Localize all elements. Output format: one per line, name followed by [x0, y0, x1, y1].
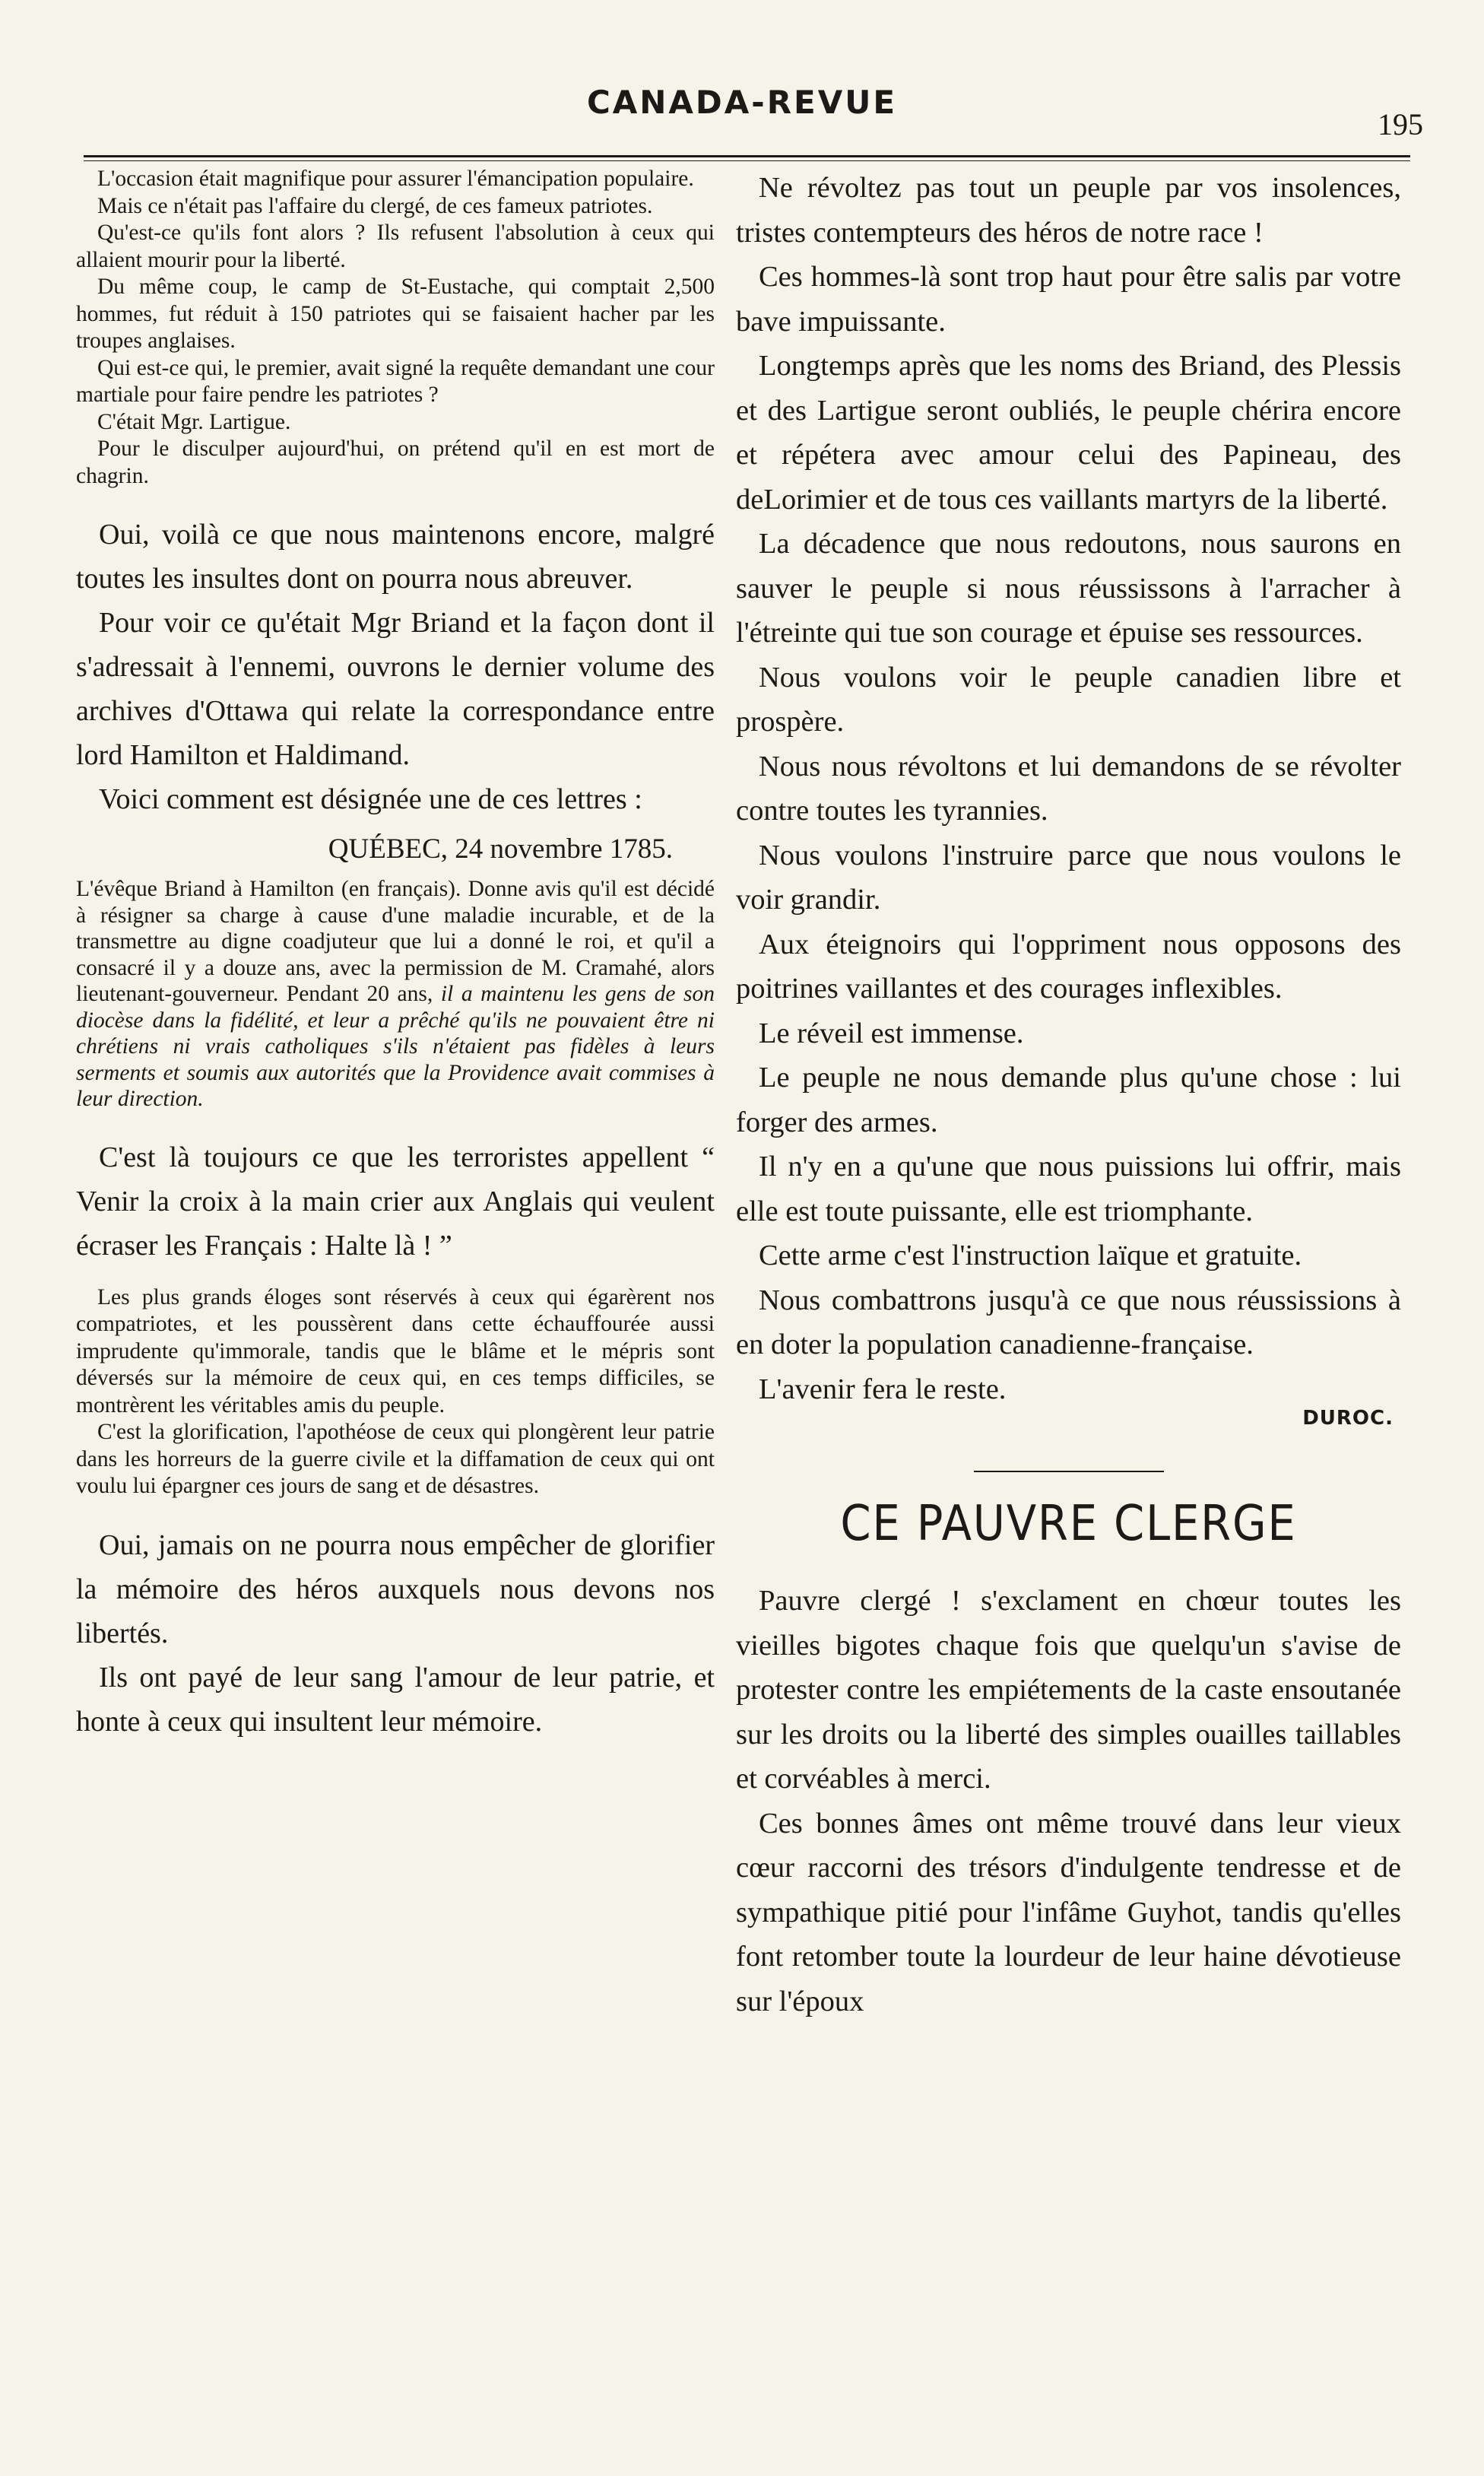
quote-paragraph: Qu'est-ce qu'ils font alors ? Ils refusent l'absolution à ceux qui allaient mourir pour la liberté. — [76, 221, 715, 272]
body-paragraph: Pour voir ce qu'était Mgr Briand et la façon dont il s'adressait à l'ennemi, ouvrons le dernier volume des archives d'Ottawa qui relate la correspondance entre lord Hamilton et Haldimand. — [76, 607, 715, 771]
body-paragraph: Pauvre clergé ! s'exclament en chœur toutes les vieilles bigotes chaque fois que quelqu'un s'avise de protester contre les empiétements de la caste ensoutanée sur les droits ou la liberté des simples ouailles taillables et corvéables à merci. — [736, 1585, 1401, 1795]
body-paragraph: Longtemps après que les noms des Briand, des Plessis et des Lartigue seront oubliés, le peuple chérira encore et répétera avec amour celui des Papineau, des deLorimier et de tous ces vaillants martyrs de la liberté. — [736, 350, 1401, 516]
letter-summary — [76, 876, 715, 1113]
body-paragraph: Aux éteignoirs qui l'oppriment nous opposons des poitrines vaillantes et des courages inflexibles. — [736, 928, 1401, 1005]
body-paragraph: Nous combattrons jusqu'à ce que nous réussissions à en doter la population canadienne-française. — [736, 1284, 1401, 1360]
quote-paragraph: Pour le disculper aujourd'hui, on prétend qu'il en est mort de chagrin. — [76, 436, 715, 488]
quote-paragraph: Du même coup, le camp de St-Eustache, qui comptait 2,500 hommes, fut réduit à 150 patriotes qui se faisaient hacher par les troupes anglaises. — [76, 275, 715, 353]
body-paragraph: C'est là toujours ce que les terroristes appellent “ Venir la croix à la main crier aux Anglais qui veulent écraser les Français : Halte là ! ” — [76, 1141, 715, 1262]
quote-paragraph: Mais ce n'était pas l'affaire du clergé, de ces fameux patriotes. — [97, 193, 653, 218]
running-title: CANADA-REVUE — [586, 84, 898, 121]
header-rule — [84, 155, 1410, 161]
body-paragraph: Ils ont payé de leur sang l'amour de leur patrie, et honte à ceux qui insultent leur mémoire. — [76, 1661, 715, 1738]
body-text-3 — [76, 1523, 715, 1744]
body-paragraph: Ces bonnes âmes ont même trouvé dans leur vieux cœur raccorni des trésors d'indulgente tendresse et de sympathique pitié pour l'infâme Guyhot, tandis qu'elles font retomber toute la lourdeur de leur haine dévotieuse sur l'époux — [736, 1807, 1401, 2017]
body-paragraph: L'avenir fera le reste. — [759, 1373, 1007, 1405]
body-paragraph: Nous voulons voir le peuple canadien libre et prospère. — [736, 661, 1401, 738]
page-number: 195 — [1378, 107, 1423, 141]
body-paragraph: Cette arme c'est l'instruction laïque et gratuite. — [759, 1240, 1302, 1271]
letter-plain-text: L'évêque Briand à Hamilton (en français). Donne avis qu'il est décidé à résigner sa charge à cause d'une maladie incurable, et de la transmettre au digne coadjuteur que lui a donné le roi, et qu'il a consacré il y a douze ans, avec la permission de M. Cramahé, alors lieutenant-gouverneur. Pendant 20 ans, — [76, 877, 715, 1006]
letter-text — [76, 876, 715, 1113]
quote-paragraph: L'occasion était magnifique pour assurer l'émancipation populaire. — [97, 167, 694, 191]
quoted-extract — [76, 166, 715, 490]
left-column — [76, 166, 715, 1744]
body-paragraph: Il n'y en a qu'une que nous puissions lui offrir, mais elle est toute puissante, elle est triomphante. — [736, 1151, 1401, 1227]
article-body — [736, 1579, 1401, 2024]
body-paragraph: Ces hommes-là sont trop haut pour être salis par votre bave impuissante. — [736, 261, 1401, 338]
body-paragraph: Le réveil est immense. — [759, 1017, 1024, 1049]
body-paragraph: Oui, jamais on ne pourra nous empêcher de glorifier la mémoire des héros auxquels nous devons nos libertés. — [76, 1528, 715, 1649]
letter-italic-text: il a maintenu les gens de son diocèse dans la fidélité, et leur a prêché qu'ils ne pouvaient être ni chrétiens ni vrais catholiques s'ils n'étaient pas fidèles à leurs serments et soumis aux autorités que la Providence avait commises à leur direction. — [76, 982, 715, 1111]
letter-dateline: QUÉBEC, 24 novembre 1785. — [328, 833, 673, 865]
right-column — [736, 166, 1401, 2024]
body-text-2 — [76, 1135, 715, 1268]
body-paragraph: Nous voulons l'instruire parce que nous voulons le voir grandir. — [736, 839, 1401, 916]
quote-paragraph: Qui est-ce qui, le premier, avait signé la requête demandant une cour martiale pour faire pendre les patriotes ? — [76, 355, 715, 407]
body-paragraph: Oui, voilà ce que nous maintenons encore, malgré toutes les insultes dont on pourra nous abreuver. — [76, 519, 715, 595]
body-paragraph: La décadence que nous redoutons, nous saurons en sauver le peuple si nous réussissons à l'arracher à l'étreinte qui tue son courage et épuise ses ressources. — [736, 528, 1401, 649]
quote-paragraph: C'était Mgr. Lartigue. — [97, 409, 291, 434]
quoted-extract-2 — [76, 1284, 715, 1500]
article-title: CE PAUVRE CLERGE — [840, 1496, 1297, 1552]
body-text — [76, 513, 715, 821]
body-paragraph: Ne révoltez pas tout un peuple par vos insolences, tristes contempteurs des héros de notre race ! — [736, 172, 1401, 249]
quote-paragraph: C'est la glorification, l'apothéose de ceux qui plongèrent leur patrie dans les horreurs de la guerre civile et la diffamation de ceux qui ont voulu lui épargner ces jours de sang et de désastres. — [76, 1420, 715, 1498]
body-paragraph: Voici comment est désignée une de ces lettres : — [99, 783, 642, 815]
body-paragraph: Nous nous révoltons et lui demandons de se révolter contre toutes les tyrannies. — [736, 750, 1401, 827]
article-conclusion — [736, 166, 1401, 1411]
body-paragraph: Le peuple ne nous demande plus qu'une chose : lui forger des armes. — [736, 1062, 1401, 1138]
section-divider — [974, 1471, 1164, 1472]
author-signature: DUROC. — [1302, 1407, 1394, 1430]
quote-paragraph: Les plus grands éloges sont réservés à ceux qui égarèrent nos compatriotes, et les poussèrent dans cette échauffourée aussi imprudente qu'immorale, tandis que le blâme et le mépris sont déversés sur la mémoire de ceux qui, en ces temps difficiles, se montrèrent les véritables amis du peuple. — [76, 1284, 715, 1417]
